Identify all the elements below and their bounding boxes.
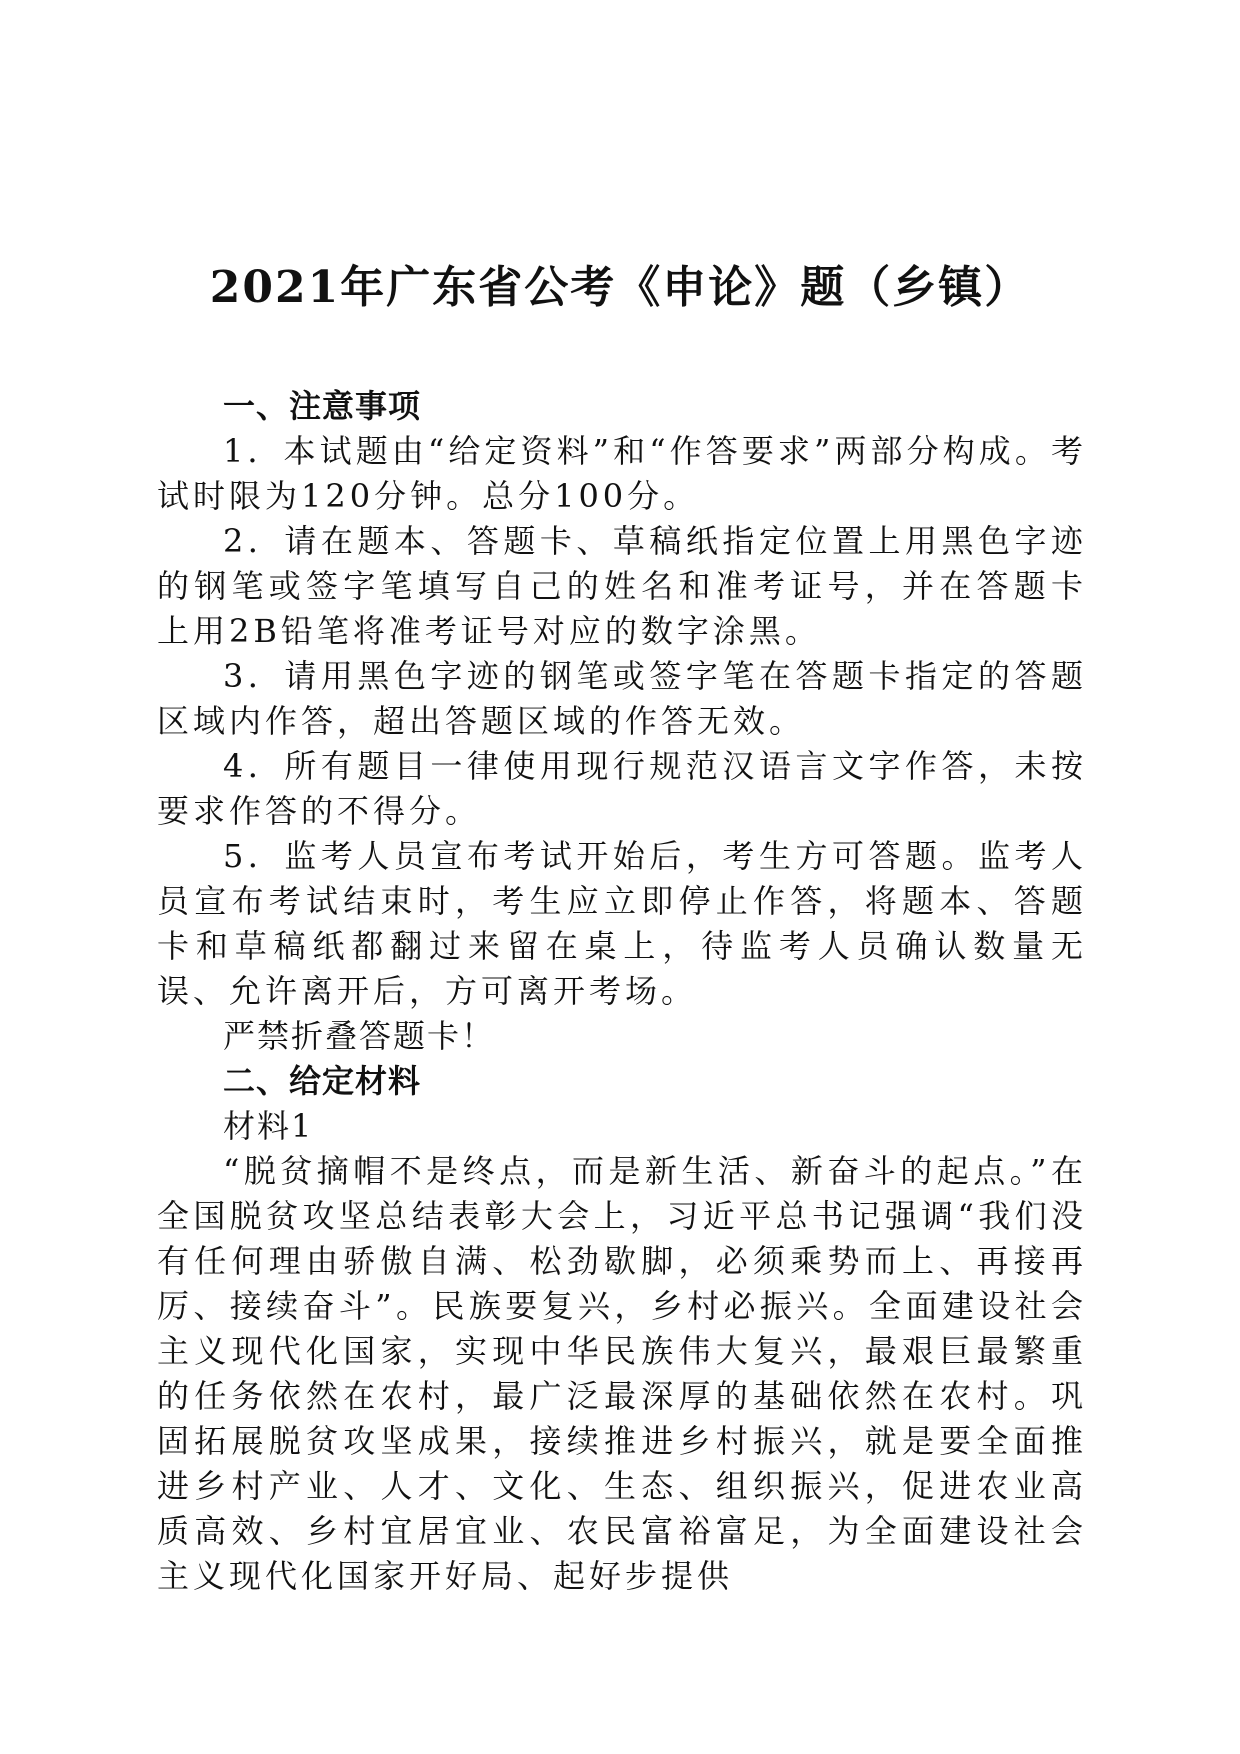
notice-item: 5．监考人员宣布考试开始后，考生方可答题。监考人员宣布考试结束时，考生应立即停止作答，将题本、答题卡和草稿纸都翻过来留在桌上，待监考人员确认数量无误、允许离开后，方可离开考场。 [157, 837, 1087, 1010]
notice-item: 2．请在题本、答题卡、草稿纸指定位置上用黑色字迹的钢笔或签字笔填写自己的姓名和准考证号，并在答题卡上用2B铅笔将准考证号对应的数字涂黑。 [157, 522, 1087, 650]
material-paragraph: “脱贫摘帽不是终点，而是新生活、新奋斗的起点。”在全国脱贫攻坚总结表彰大会上，习近平总书记强调“我们没有任何理由骄傲自满、松劲歇脚，必须乘势而上、再接再厉、接续奋斗”。民族要复兴，乡村必振兴。全面建设社会主义现代化国家，实现中华民族伟大复兴，最艰巨最繁重的任务依然在农村，最广泛最深厚的基础依然在农村。巩固拓展脱贫攻坚成果，接续推进乡村振兴，就是要全面推进乡村产业、人才、文化、生态、组织振兴，促进农业高质高效、乡村宜居宜业、农民富裕富足，为全面建设社会主义现代化国家开好局、起好步提供 [157, 1152, 1087, 1595]
document-body [157, 384, 1087, 1599]
section-heading-notices: 一、注意事项 [223, 387, 422, 425]
notice-item: 4．所有题目一律使用现行规范汉语言文字作答，未按要求作答的不得分。 [157, 747, 1087, 830]
document-title: 2021年广东省公考《申论》题（乡镇） [209, 262, 1031, 313]
material-label: 材料1 [223, 1107, 314, 1145]
warning-text: 严禁折叠答题卡！ [223, 1017, 496, 1055]
section-heading-materials: 二、给定材料 [223, 1062, 422, 1100]
notice-item: 1．本试题由“给定资料”和“作答要求”两部分构成。考试时限为120分钟。总分100分。 [157, 432, 1087, 515]
notice-item: 3．请用黑色字迹的钢笔或签字笔在答题卡指定的答题区域内作答，超出答题区域的作答无效。 [157, 657, 1087, 740]
